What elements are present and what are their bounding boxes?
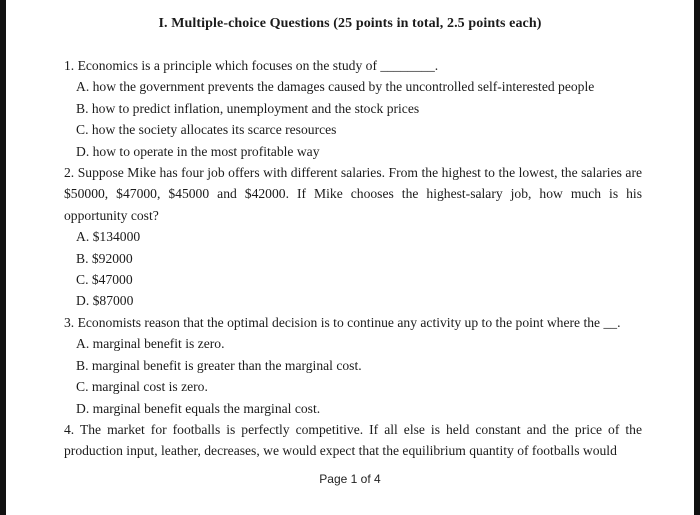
- question-2-option-c: C. $47000: [76, 272, 133, 288]
- right-border: [694, 0, 700, 515]
- question-3: [64, 312, 642, 419]
- question-3-option-a: A. marginal benefit is zero.: [76, 336, 225, 352]
- question-1-text: 1. Economics is a principle which focuses on the study of ________.: [64, 58, 439, 73]
- question-3-option-d: D. marginal benefit equals the marginal cost.: [76, 400, 321, 416]
- question-3-option-b: B. marginal benefit is greater than the marginal cost.: [76, 357, 362, 373]
- left-border: [0, 0, 6, 515]
- section-title: I. Multiple-choice Questions (25 points in total, 2.5 points each): [158, 16, 542, 31]
- page-number: Page 1 of 4: [319, 472, 381, 486]
- question-4: [64, 419, 642, 462]
- question-2: [64, 162, 642, 312]
- question-3-text: 3. Economists reason that the optimal decision is to continue any activity up to the point where the __.: [64, 314, 621, 330]
- question-1-option-c: C. how the society allocates its scarce resources: [76, 122, 337, 138]
- question-4-text: 4. The market for footballs is perfectly competitive. If all else is held constant and the price of the production input, leather, decreases, we would expect that the equilibrium quantity of footballs would: [64, 421, 642, 459]
- question-2-option-d: D. $87000: [76, 293, 134, 309]
- question-1-option-d: D. how to operate in the most profitable way: [76, 143, 320, 159]
- question-list: [64, 55, 642, 462]
- question-2-text: 2. Suppose Mike has four job offers with different salaries. From the highest to the lowest, the salaries are $50000, $47000, $45000 and $42000. If Mike chooses the highest-salary job, how much is his opportunity cost?: [64, 165, 642, 223]
- question-1: [64, 55, 642, 162]
- question-3-option-c: C. marginal cost is zero.: [76, 379, 208, 395]
- question-2-option-a: A. $134000: [76, 229, 141, 245]
- question-1-option-a: A. how the government prevents the damages caused by the uncontrolled self-interested people: [76, 79, 595, 95]
- question-1-option-b: B. how to predict inflation, unemployment and the stock prices: [76, 100, 420, 116]
- question-2-option-b: B. $92000: [76, 250, 133, 266]
